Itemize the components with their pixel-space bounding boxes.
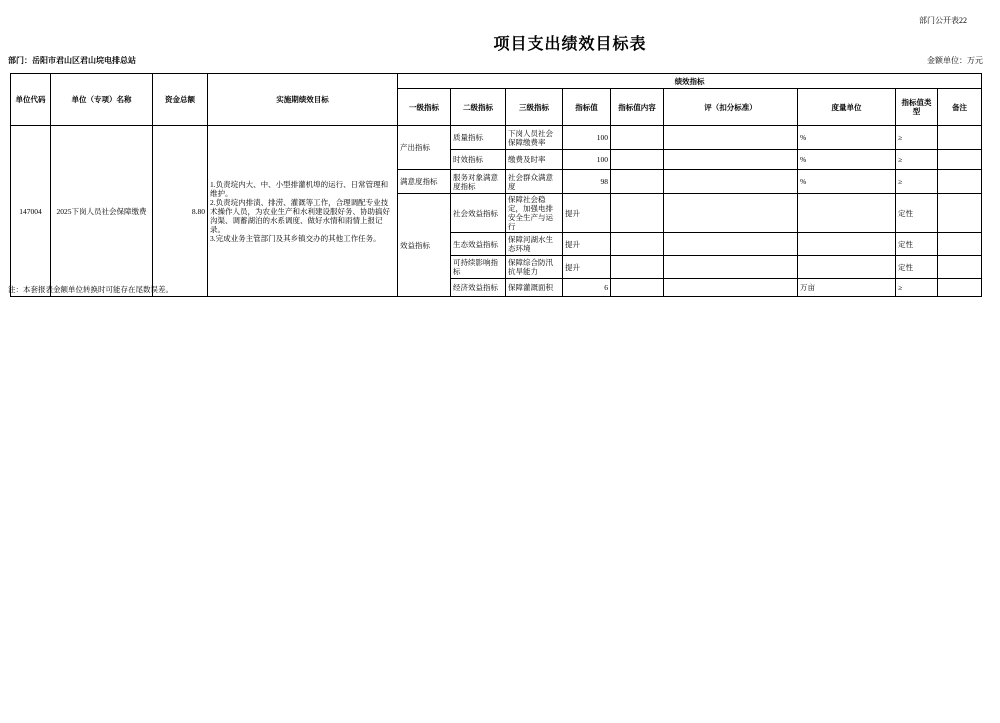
impl-target-line2: 2.负责垸内排渍、排涝、灌溉等工作，合理调配专业技术操作人员，为农业生产和水利建设服好务、协助搞好沟渠、调蓄湖泊的水系调度、做好水情和雨情上报记录。 xyxy=(210,197,390,234)
col-header-value: 指标值 xyxy=(563,89,611,126)
col-header-total-funds: 资金总额 xyxy=(153,74,208,126)
department-label: 部门：岳阳市君山区君山垸电排总站 xyxy=(8,56,136,65)
form-number-label: 部门公开表22 xyxy=(919,16,967,25)
cell-value: 6 xyxy=(563,279,611,297)
cell-level3: 保障灌溉面积 xyxy=(506,279,563,297)
cell-total-funds: 8.80 xyxy=(153,126,208,297)
col-header-unit-code: 单位代码 xyxy=(11,74,51,126)
cell-note xyxy=(938,170,982,194)
cell-level3: 缴费及时率 xyxy=(506,150,563,170)
col-header-value-type: 指标值类型 xyxy=(896,89,938,126)
col-header-unit-name: 单位（专项）名称 xyxy=(51,74,153,126)
cell-level3: 保障河湖水生态环境 xyxy=(506,233,563,256)
cell-value-type: ≥ xyxy=(896,150,938,170)
cell-note xyxy=(938,150,982,170)
cell-note xyxy=(938,233,982,256)
cell-level2: 社会效益指标 xyxy=(451,194,506,233)
cell-scoring xyxy=(664,256,798,279)
cell-value-type: ≥ xyxy=(896,126,938,150)
cell-level2: 质量指标 xyxy=(451,126,506,150)
cell-scoring xyxy=(664,170,798,194)
impl-target-line1: 1.负责垸内大、中、小型排灌机埠的运行、日常管理和维护。 xyxy=(210,179,389,198)
footnote: 注：本套报表金额单位转换时可能存在尾数误差。 xyxy=(8,285,173,294)
cell-value: 提升 xyxy=(563,194,611,233)
col-header-note: 备注 xyxy=(938,89,982,126)
col-header-scoring: 评（扣分标准） xyxy=(664,89,798,126)
cell-level2: 经济效益指标 xyxy=(451,279,506,297)
cell-value-content xyxy=(611,233,664,256)
cell-level2: 服务对象满意度指标 xyxy=(451,170,506,194)
cell-unit xyxy=(798,256,896,279)
cell-value-content xyxy=(611,126,664,150)
cell-unit-code: 147004 xyxy=(11,126,51,297)
meta-row xyxy=(8,55,983,66)
cell-scoring xyxy=(664,233,798,256)
cell-level2: 生态效益指标 xyxy=(451,233,506,256)
cell-value: 100 xyxy=(563,150,611,170)
cell-unit: % xyxy=(798,150,896,170)
cell-unit xyxy=(798,233,896,256)
col-header-perf-indicators: 绩效指标 xyxy=(398,74,982,89)
header-row-group xyxy=(11,74,982,89)
cell-note xyxy=(938,194,982,233)
cell-value-type: ≥ xyxy=(896,279,938,297)
cell-unit: % xyxy=(798,170,896,194)
cell-value: 提升 xyxy=(563,233,611,256)
cell-value: 100 xyxy=(563,126,611,150)
cell-unit-name: 2025下岗人员社会保障缴费 xyxy=(51,126,153,297)
cell-level3: 社会群众满意度 xyxy=(506,170,563,194)
cell-scoring xyxy=(664,194,798,233)
cell-unit: 万亩 xyxy=(798,279,896,297)
cell-note xyxy=(938,256,982,279)
col-header-level2: 二级指标 xyxy=(451,89,506,126)
cell-impl-target xyxy=(208,126,398,297)
cell-level2: 可持续影响指标 xyxy=(451,256,506,279)
cell-value-content xyxy=(611,170,664,194)
impl-target-line3: 3.完成业务主管部门及其乡镇交办的其他工作任务。 xyxy=(210,233,381,243)
cell-value: 提升 xyxy=(563,256,611,279)
cell-scoring xyxy=(664,279,798,297)
cell-value-type: 定性 xyxy=(896,194,938,233)
col-header-impl-target: 实施期绩效目标 xyxy=(208,74,398,126)
cell-level3: 下岗人员社会保障缴费率 xyxy=(506,126,563,150)
cell-unit: % xyxy=(798,126,896,150)
cell-value-content xyxy=(611,194,664,233)
cell-value-content xyxy=(611,279,664,297)
cell-value: 98 xyxy=(563,170,611,194)
cell-note xyxy=(938,126,982,150)
col-header-unit: 度量单位 xyxy=(798,89,896,126)
amount-unit-label: 金额单位：万元 xyxy=(927,56,983,65)
cell-scoring xyxy=(664,150,798,170)
indicator-row xyxy=(11,126,982,150)
cell-level3: 保障社会稳定，加强电排安全生产与运行 xyxy=(506,194,563,233)
col-header-level3: 三级指标 xyxy=(506,89,563,126)
page-title: 项目支出绩效目标表 xyxy=(493,36,647,53)
col-header-value-content: 指标值内容 xyxy=(611,89,664,126)
cell-level2: 时效指标 xyxy=(451,150,506,170)
col-header-level1: 一级指标 xyxy=(398,89,451,126)
cell-note xyxy=(938,279,982,297)
cell-unit xyxy=(798,194,896,233)
cell-level3: 保障综合防汛抗旱能力 xyxy=(506,256,563,279)
cell-value-content xyxy=(611,150,664,170)
cell-level1-output: 产出指标 xyxy=(398,126,451,170)
cell-value-type: 定性 xyxy=(896,256,938,279)
cell-value-content xyxy=(611,256,664,279)
cell-value-type: ≥ xyxy=(896,170,938,194)
cell-level1-benefit: 效益指标 xyxy=(398,194,451,297)
cell-value-type: 定性 xyxy=(896,233,938,256)
performance-target-table xyxy=(10,73,982,297)
cell-scoring xyxy=(664,126,798,150)
cell-level1-satisfaction: 满意度指标 xyxy=(398,170,451,194)
